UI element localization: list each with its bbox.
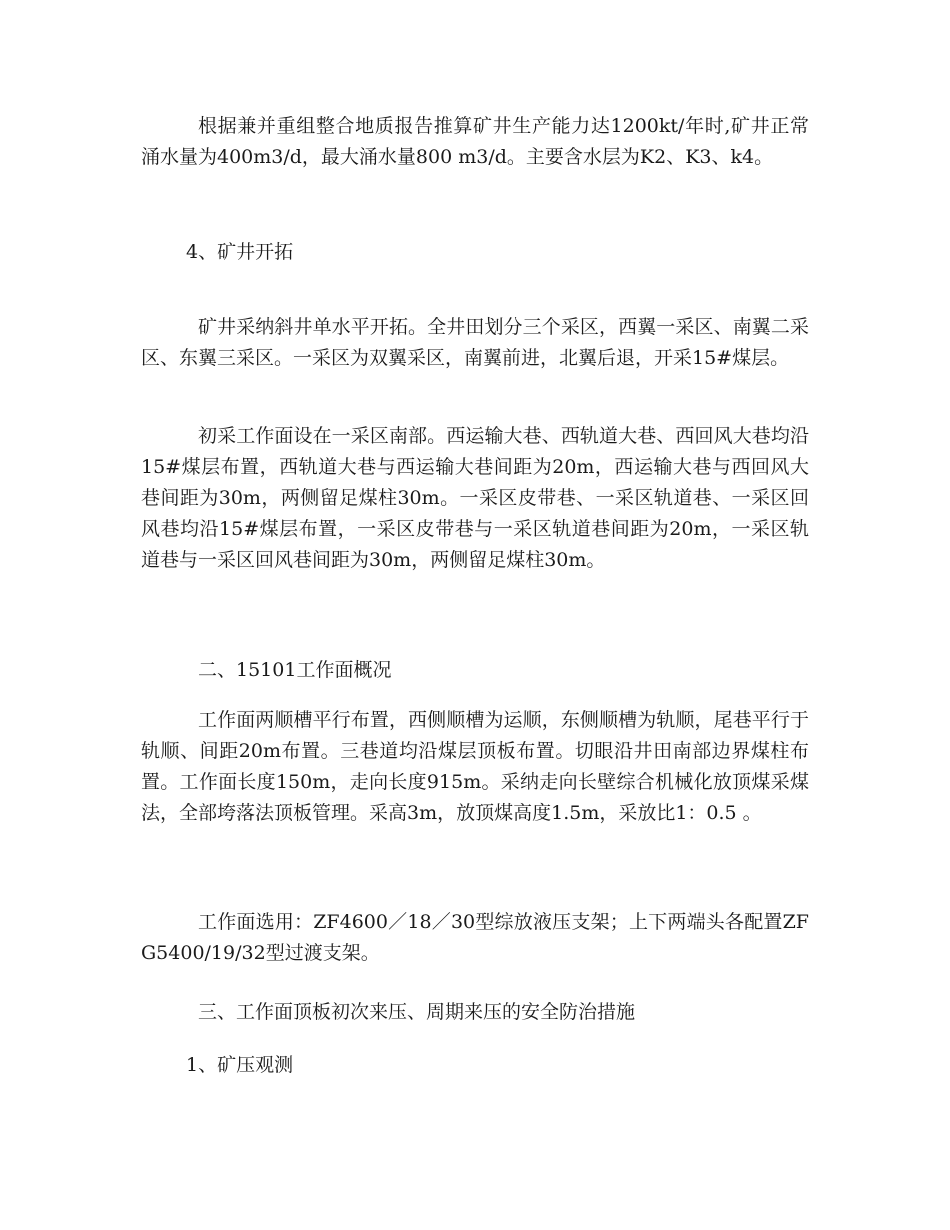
paragraph-water-inflow: 根据兼并重组整合地质报告推算矿井生产能力达1200kt/年时,矿井正常涌水量为400m3/d，最大涌水量800 m3/d。主要含水层为K2、K3、k4。 [141, 115, 809, 168]
heading-mine-development: 4、矿井开拓 [186, 241, 294, 263]
paragraph-development-method: 矿井采纳斜井单水平开拓。全井田划分三个采区，西翼一采区、南翼二采区、东翼三采区。一采区为双翼采区，南翼前进，北翼后退，开采15#煤层。 [141, 316, 809, 369]
paragraph-face-overview: 工作面两顺槽平行布置，西侧顺槽为运顺，东侧顺槽为轨顺，尾巷平行于轨顺、间距20m布置。三巷道均沿煤层顶板布置。切眼沿井田南部边界煤柱布置。工作面长度150m，走向长度915m。采纳走向长壁综合机械化放顶煤采煤法，全部垮落法顶板管理。采高3m，放顶煤高度1.5m，采放比1：0.5 。 [141, 709, 809, 824]
paragraph-support-selection: 工作面选用：ZF4600／18／30型综放液压支架；上下两端头各配置ZFG5400/19/32型过渡支架。 [141, 911, 809, 964]
paragraph-initial-face-layout: 初采工作面设在一采区南部。西运输大巷、西轨道大巷、西回风大巷均沿15#煤层布置，西轨道大巷与西运输大巷间距为20m，西运输大巷与西回风大巷间距为30m，两侧留足煤柱30m。一采区皮带巷、一采区轨道巷、一采区回风巷均沿15#煤层布置，一采区皮带巷与一采区轨道巷间距为20m，一采区轨道巷与一采区回风巷间距为30m，两侧留足煤柱30m。 [141, 425, 809, 571]
heading-safety-measures: 三、工作面顶板初次来压、周期来压的安全防治措施 [198, 1001, 636, 1023]
heading-face-overview: 二、15101工作面概况 [198, 659, 392, 681]
heading-pressure-observation: 1、矿压观测 [186, 1054, 294, 1076]
